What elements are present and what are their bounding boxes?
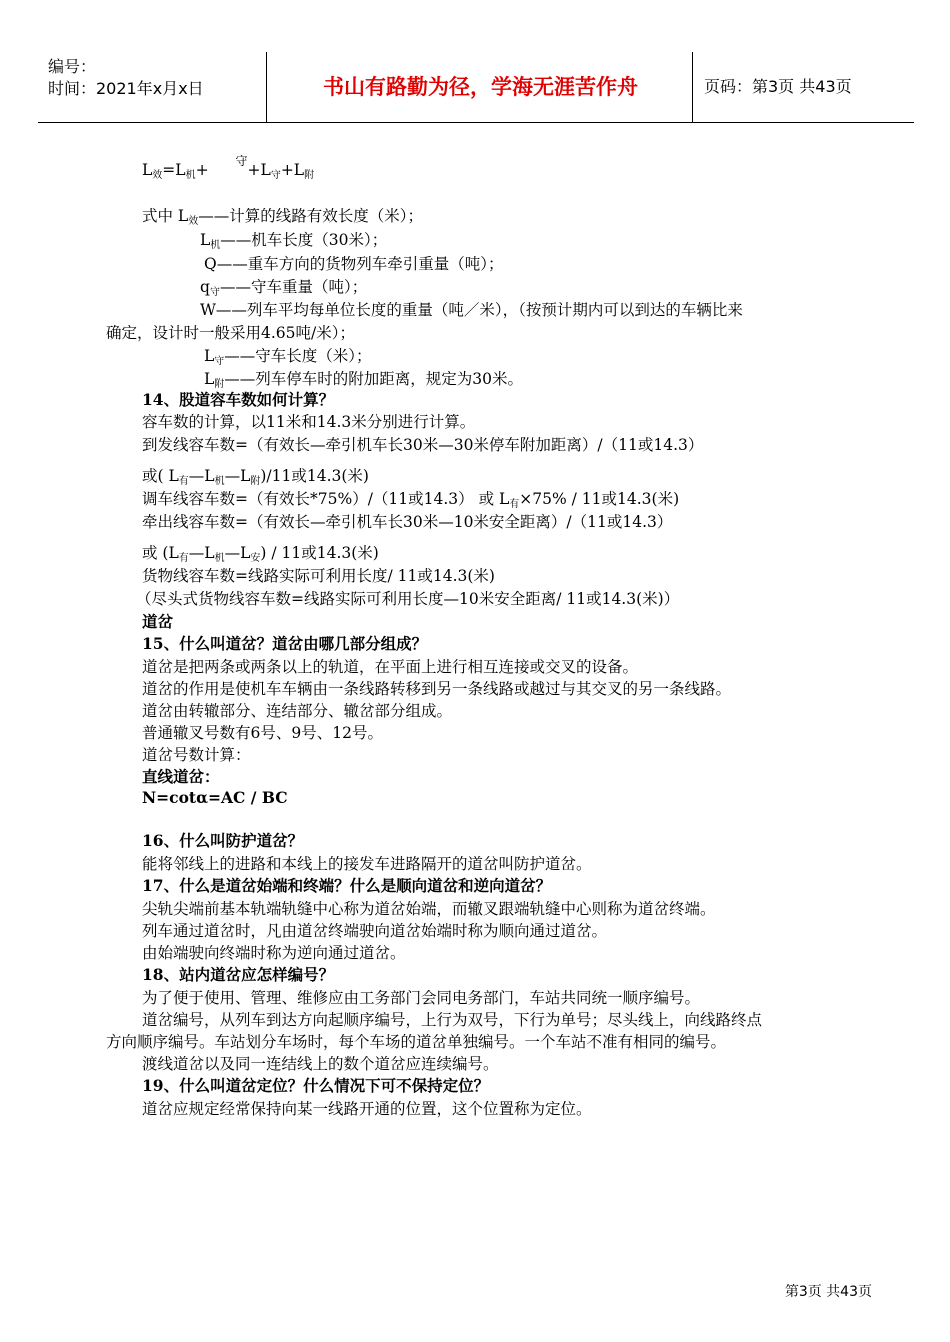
body-line: 容车数的计算，以11米和14.3米分别进行计算。 — [142, 413, 476, 431]
question-title: 18、站内道岔应怎样编号？ — [142, 965, 335, 984]
formula-sub: 守 — [270, 170, 281, 181]
formula-line: N=cotα=AC / BC — [142, 788, 288, 807]
header-motto: 书山有路勤为径，学海无涯苦作舟 — [323, 75, 638, 99]
body-line: 道岔是把两条或两条以上的轨道，在平面上进行相互连接或交叉的设备。 — [142, 658, 639, 676]
body-line: 由始端驶向终端时称为逆向通过道岔。 — [142, 944, 406, 962]
body-line: 渡线道岔以及同一连结线上的数个道岔应连续编号。 — [142, 1055, 499, 1073]
formula-part: + — [195, 161, 209, 179]
body-line: 道岔应规定经常保持向某一线路开通的位置，这个位置称为定位。 — [142, 1100, 592, 1118]
formula-sub: 机 — [185, 170, 196, 181]
question-title: 17、什么是道岔始端和终端？什么是顺向道岔和逆向道岔？ — [142, 876, 552, 895]
body-line: 或 $(L_有—L_机—L_安) / 11$或14.3(米) — [142, 544, 379, 564]
formula-part: L — [142, 161, 153, 179]
formula-part: +L — [247, 161, 271, 179]
question-title: 15、什么叫道岔？道岔由哪几部分组成？ — [142, 634, 428, 653]
doc-time-label: 时间：2021年x月x日 — [48, 79, 204, 98]
body-line: 尖轨尖端前基本轨端轨缝中心称为道岔始端，而辙叉跟端轨缝中心则称为道岔终端。 — [142, 900, 716, 918]
body-line: 道岔由转辙部分、连结部分、辙岔部分组成。 — [142, 702, 453, 720]
body-line: 道岔的作用是使机车车辆由一条线路转移到另一条线路或越过与其交叉的另一条线路。 — [142, 680, 732, 698]
body-line: （尽头式货物线容车数=线路实际可利用长度—10米安全距离/ 11或14.3(米)） — [136, 590, 680, 608]
header-divider — [266, 52, 267, 122]
body-line: 为了便于使用、管理、维修应由工务部门会同电务部门，车站共同统一顺序编号。 — [142, 989, 701, 1007]
formula-sub: 附 — [304, 170, 315, 181]
definition-line: 确定，设计时一般采用4.65吨/米）； — [106, 324, 355, 342]
body-line: 普通辙叉号数有6号、9号、12号。 — [142, 724, 383, 742]
question-title: 16、什么叫防护道岔？ — [142, 831, 304, 850]
definition-line: $L_机——$机车长度（30米）； — [200, 231, 388, 251]
definition-line: W——列车平均每单位长度的重量（吨／米），（按预计期内可以到达的车辆比来 — [200, 301, 743, 319]
doc-number-label: 编号： — [48, 57, 97, 76]
body-line: 货物线容车数=线路实际可利用长度/ 11或14.3(米) — [142, 567, 495, 585]
formula-part: +L — [280, 161, 305, 179]
body-line: 或( $L_有—L_机—L_附)/11$或14.3(米) — [142, 467, 369, 487]
definition-line: 式中 $L_效——$计算的线路有效长度（米）； — [142, 207, 423, 227]
definition-line: $L_守——$守车长度（米）； — [204, 347, 372, 367]
body-line: 到发线容车数=（有效长—牵引机车长30米—30米停车附加距离）/（11或14.3） — [142, 436, 704, 454]
section-heading: 道岔 — [142, 612, 174, 631]
header-meta — [48, 52, 270, 126]
header-divider — [692, 52, 693, 122]
body-line: 调车线容车数=（有效长*75%）/（11或14.3） 或 $L_有\times 75\% / 11$或14.3(米) — [142, 490, 680, 510]
body-line: 道岔编号，从列车到达方向起顺序编号，上行为双号，下行为单号；尽头线上，向线路终点 — [142, 1011, 763, 1029]
formula-line — [142, 154, 315, 183]
body-line: 道岔号数计算： — [142, 746, 251, 764]
body-line: 列车通过道岔时，凡由道岔终端驶向道岔始端时称为顺向通过道岔。 — [142, 922, 608, 940]
definition-line: $q_守——$守车重量（吨）； — [200, 278, 368, 298]
body-line: 牵出线容车数=（有效长—牵引机车长30米—10米安全距离）/（11或14.3） — [142, 513, 673, 531]
header-page-number: 页码：第3页 共43页 — [704, 77, 852, 96]
body-line: 能将邻线上的进路和本线上的接发车进路隔开的道岔叫防护道岔。 — [142, 855, 592, 873]
body-line: 方向顺序编号。车站划分车场时，每个车场的道岔单独编号。一个车站不准有相同的编号。 — [106, 1033, 727, 1051]
definition-line: $L_附——$列车停车时的附加距离，规定为30米。 — [204, 370, 524, 390]
formula-part: =L — [162, 161, 186, 179]
body-line: 直线道岔： — [142, 767, 220, 786]
formula-sub: 效 — [152, 170, 163, 181]
formula-sup: 守 — [235, 154, 248, 168]
question-title: 14、股道容车数如何计算？ — [142, 390, 335, 409]
definition-line: Q——重车方向的货物列车牵引重量（吨）； — [204, 255, 504, 273]
question-title: 19、什么叫道岔定位？什么情况下可不保持定位？ — [142, 1076, 490, 1095]
page-footer: 第3页 共43页 — [784, 1284, 872, 1300]
page-header — [38, 52, 914, 123]
